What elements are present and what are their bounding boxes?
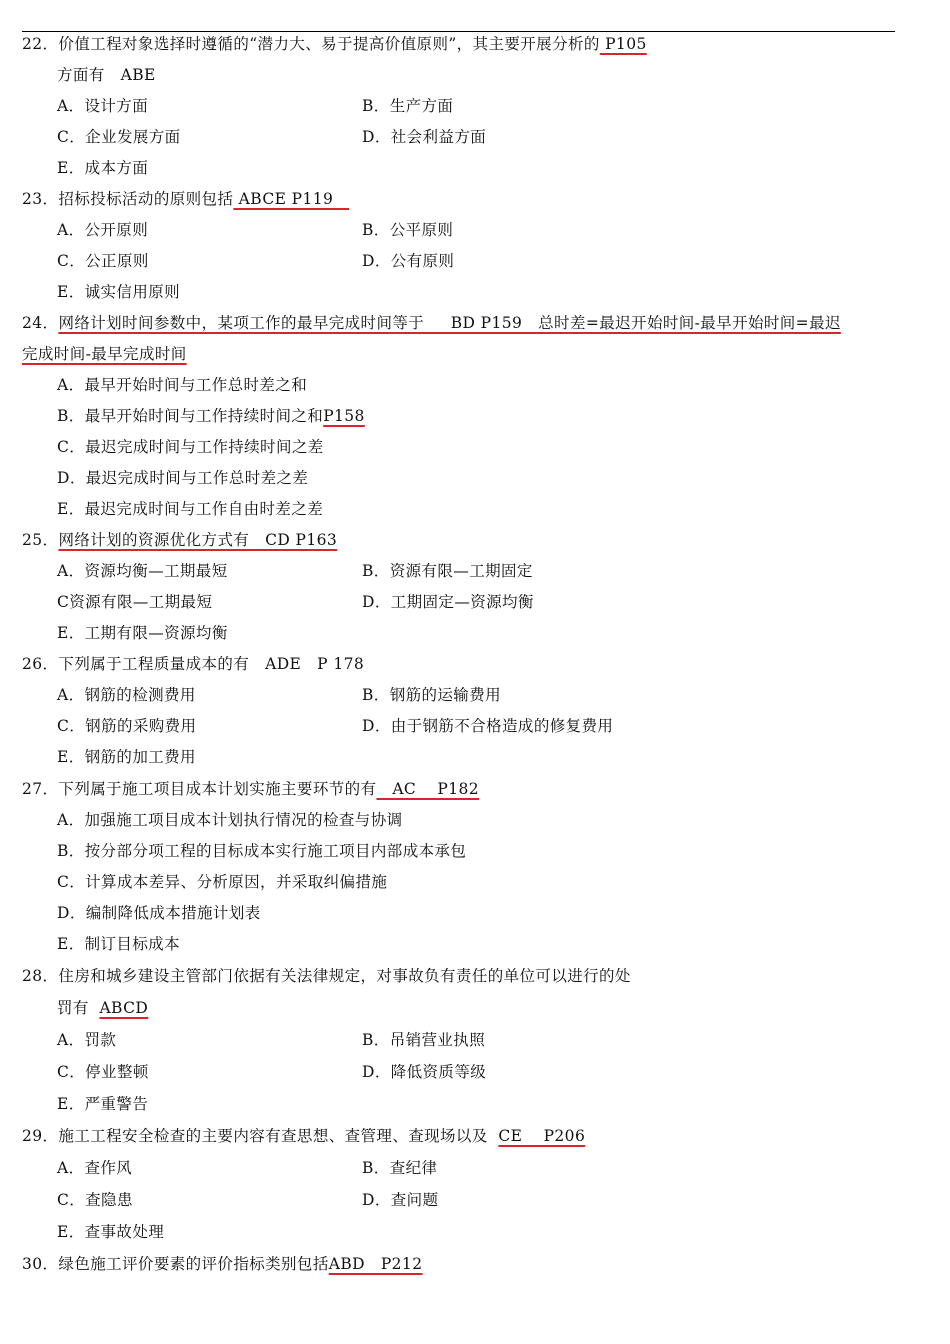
q23-option-c: C．公正原则 <box>57 252 149 270</box>
q22-option-d: D．社会利益方面 <box>362 128 487 146</box>
q24-option-d: D．最迟完成时间与工作总时差之差 <box>57 469 309 487</box>
q25-option-d: D．工期固定—资源均衡 <box>362 593 534 611</box>
q28-stem-cont: 罚有 ABCD <box>57 999 149 1017</box>
q24-option-a: A．最早开始时间与工作总时差之和 <box>57 376 308 394</box>
q28-option-a: A．罚款 <box>57 1031 117 1049</box>
q28-option-b: B．吊销营业执照 <box>362 1031 486 1049</box>
top-rule <box>22 31 895 32</box>
q28-stem: 28．住房和城乡建设主管部门依据有关法律规定，对事故负有责任的单位可以进行的处 <box>22 967 631 985</box>
q24-option-e: E．最迟完成时间与工作自由时差之差 <box>57 500 324 518</box>
q22-stem: 22．价值工程对象选择时遵循的“潜力大、易于提高价值原则”，其主要开展分析的 P105 <box>22 35 647 53</box>
q25-stem: 25．网络计划的资源优化方式有 CD P163 <box>22 531 338 549</box>
q28-option-d: D．降低资质等级 <box>362 1063 487 1081</box>
q22-option-e: E．成本方面 <box>57 159 149 177</box>
q24-option-b-ref: P158 <box>323 407 365 425</box>
q24-stem: 24．网络计划时间参数中，某项工作的最早完成时间等于 BD P159 总时差=最迟开始时间-最早开始时间=最迟 <box>22 314 841 332</box>
q24-option-b: B．最早开始时间与工作持续时间之和P158 <box>57 407 365 425</box>
q23-option-a: A．公开原则 <box>57 221 149 239</box>
q24-stem-cont: 完成时间-最早完成时间 <box>22 345 187 363</box>
q29-option-e: E．查事故处理 <box>57 1223 165 1241</box>
q27-option-e: E．制订目标成本 <box>57 935 181 953</box>
q29-option-c: C．查隐患 <box>57 1191 133 1209</box>
q22-stem-cont: 方面有 ABE <box>57 66 156 84</box>
q26-option-b: B．钢筋的运输费用 <box>362 686 501 704</box>
q29-stem: 29．施工工程安全检查的主要内容有查思想、查管理、查现场以及 CE P206 <box>22 1127 586 1145</box>
q26-option-c: C．钢筋的采购费用 <box>57 717 197 735</box>
q29-option-d: D．查问题 <box>362 1191 439 1209</box>
q22-option-c: C．企业发展方面 <box>57 128 181 146</box>
q26-option-a: A．钢筋的检测费用 <box>57 686 196 704</box>
q29-option-a: A．查作风 <box>57 1159 133 1177</box>
q22-option-a: A．设计方面 <box>57 97 149 115</box>
q30-answer: ABD P212 <box>328 1255 423 1273</box>
q27-option-b: B．按分部分项工程的目标成本实行施工项目内部成本承包 <box>57 842 467 860</box>
q25-option-e: E．工期有限—资源均衡 <box>57 624 228 642</box>
q28-answer: ABCD <box>99 999 149 1017</box>
q27-option-c: C．计算成本差异、分析原因，并采取纠偏措施 <box>57 873 388 891</box>
q23-stem: 23．招标投标活动的原则包括 ABCE P119 <box>22 190 350 208</box>
q27-option-a: A．加强施工项目成本计划执行情况的检查与协调 <box>57 811 403 829</box>
q24-option-c: C．最迟完成时间与工作持续时间之差 <box>57 438 324 456</box>
q26-option-d: D．由于钢筋不合格造成的修复费用 <box>362 717 614 735</box>
q26-option-e: E．钢筋的加工费用 <box>57 748 196 766</box>
q22-ref: P105 <box>599 35 647 53</box>
q30-stem: 30．绿色施工评价要素的评价指标类别包括ABD P212 <box>22 1255 423 1273</box>
q27-answer: AC P182 <box>376 780 480 798</box>
q25-option-a: A．资源均衡—工期最短 <box>57 562 228 580</box>
q25-option-c: C资源有限—工期最短 <box>57 593 213 611</box>
q25-option-b: B．资源有限—工期固定 <box>362 562 533 580</box>
q26-stem: 26．下列属于工程质量成本的有 ADE P 178 <box>22 655 365 673</box>
q28-option-e: E．严重警告 <box>57 1095 149 1113</box>
q28-option-c: C．停业整顿 <box>57 1063 149 1081</box>
q27-stem: 27．下列属于施工项目成本计划实施主要环节的有 AC P182 <box>22 780 480 798</box>
q27-option-d: D．编制降低成本措施计划表 <box>57 904 261 922</box>
q22-option-b: B．生产方面 <box>362 97 454 115</box>
q23-option-d: D．公有原则 <box>362 252 455 270</box>
q29-option-b: B．查纪律 <box>362 1159 438 1177</box>
q23-option-e: E．诚实信用原则 <box>57 283 181 301</box>
q23-answer: ABCE P119 <box>233 190 350 208</box>
q29-answer: CE P206 <box>498 1127 586 1145</box>
q23-option-b: B．公平原则 <box>362 221 454 239</box>
